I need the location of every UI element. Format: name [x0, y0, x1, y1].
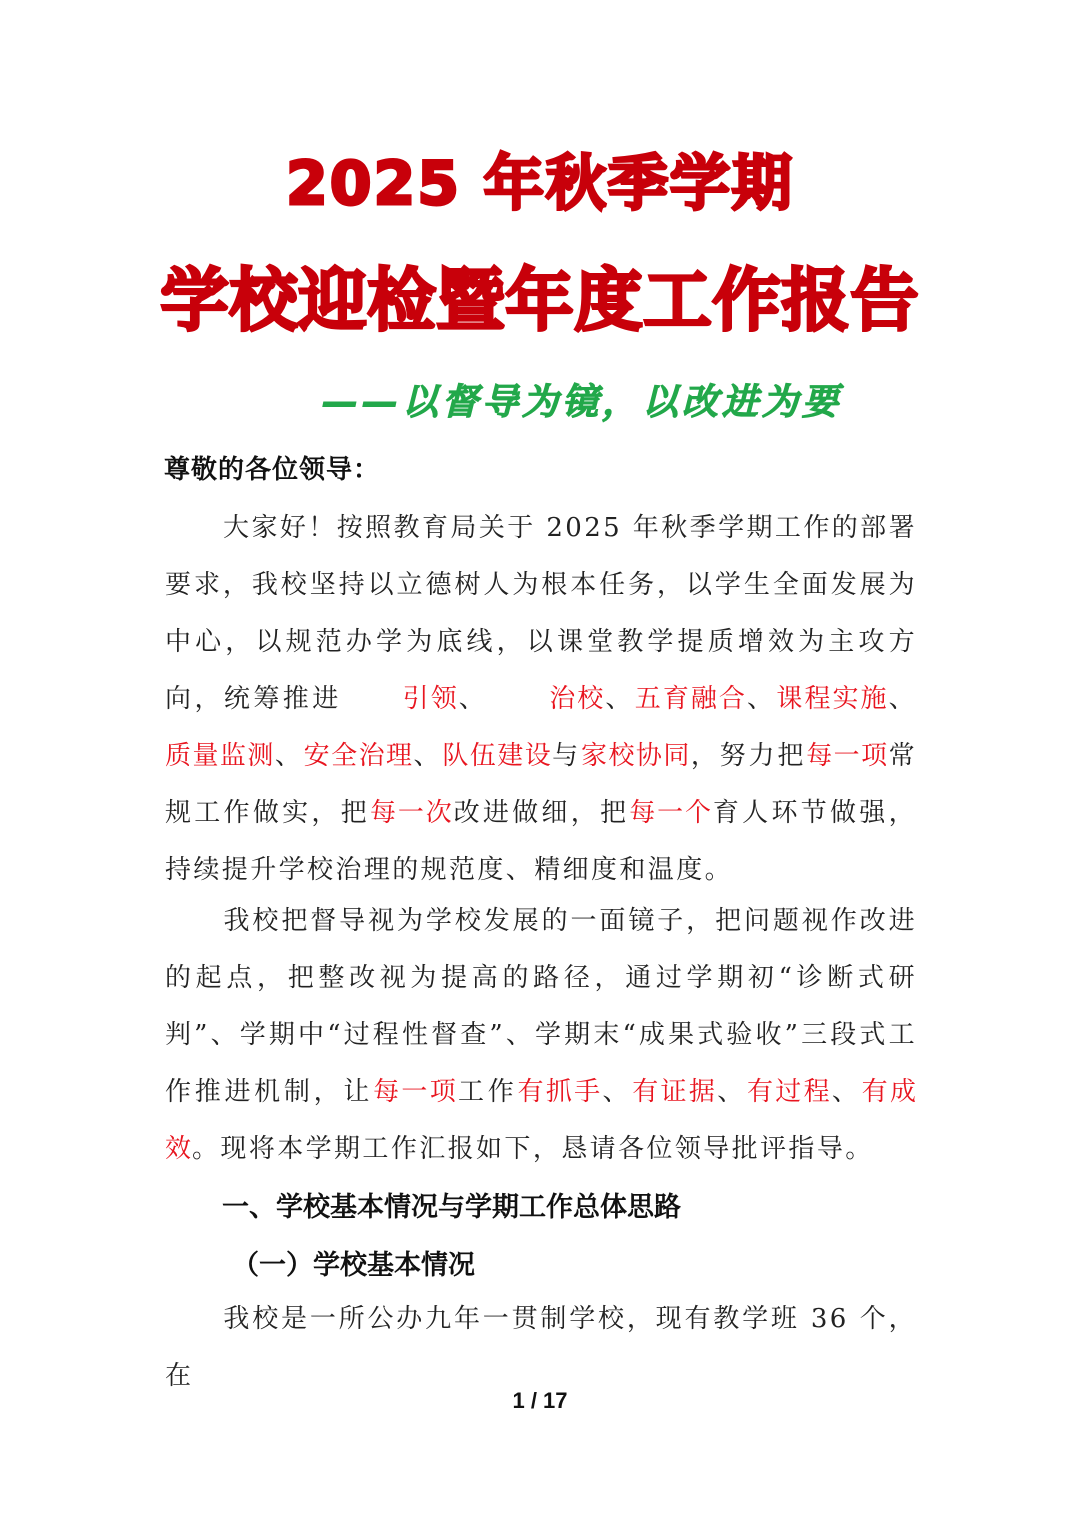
text-run: 、	[605, 684, 635, 714]
highlight-text: 每一次	[369, 798, 454, 828]
highlight-text: 有抓手	[517, 1077, 603, 1107]
text-run: 、	[831, 1077, 862, 1107]
highlight-text: 安全治理	[303, 741, 414, 771]
text-run: 与	[552, 741, 582, 771]
report-title-line-2: 学校迎检暨年度工作报告	[160, 262, 920, 341]
highlight-text: 每一项	[806, 741, 889, 771]
text-run: 常规工作做实，把	[165, 741, 917, 828]
text-run: 我校把督导视为学校发展的一面镜子，把问题视作改进的起点，把整改视为提高的路径，通过学期初“诊断式研判”、学期中“过程性督查”、学期末“成果式验收”三段式工作推进机制，让	[165, 906, 917, 1107]
highlight-text: 治校	[548, 684, 606, 714]
report-subtitle: ——以督导为镜，以改进为要	[322, 382, 843, 423]
paragraph-supervision	[165, 893, 917, 1178]
highlight-text: 有证据	[632, 1077, 718, 1107]
highlight-text: 每一项	[373, 1077, 459, 1107]
highlight-text: 有过程	[746, 1077, 832, 1107]
page-number: 1 / 17	[512, 1388, 568, 1413]
highlight-text: 队伍建设	[442, 741, 553, 771]
report-title-line-1: 2025 年秋季学期	[286, 149, 794, 219]
paragraph-intro	[165, 500, 917, 899]
highlight-text: 每一个	[629, 798, 713, 828]
highlight-text: 五育融合	[634, 684, 747, 714]
text-run: 、	[413, 741, 443, 771]
text-run: ，努力把	[690, 741, 807, 771]
highlight-text: 有成效	[165, 1077, 917, 1164]
section-heading: 一、学校基本情况与学期工作总体思路	[222, 1192, 681, 1223]
text-run: 。现将本学期工作汇报如下，恳请各位领导批评指导。	[192, 1134, 874, 1164]
text-run: 、	[746, 684, 777, 714]
salutation: 尊敬的各位领导：	[164, 455, 381, 485]
text-run: 育人环节做强，持续提升学校治理的规范度、精细度和温度。	[165, 798, 917, 885]
highlight-text: 家校协同	[581, 741, 691, 771]
text-run: 工作	[458, 1077, 518, 1107]
text-run: 大家好！按照教育局关于 2025 年秋季学期工作的部署要求，我校坚持以立德树人为根本任务，以学生全面发展为中心，以规范办学为底线，以课堂教学提质增效为主攻方向，统筹推进	[165, 513, 917, 714]
text-run: 、	[717, 1077, 747, 1107]
highlight-text: 质量监测	[165, 741, 275, 771]
text-run: 改进做细，把	[453, 798, 630, 828]
text-run: 、	[602, 1077, 633, 1107]
highlight-text: 引领	[401, 684, 459, 714]
highlight-text: 课程实施	[776, 684, 889, 714]
text-run: 我校是一所公办九年一贯制学校，现有教学班 36 个，在	[165, 1304, 917, 1391]
text-run: 、	[458, 684, 489, 714]
subsection-heading: （一）学校基本情况	[232, 1250, 475, 1281]
text-run: 、	[888, 684, 917, 714]
text-run: 、	[274, 741, 304, 771]
